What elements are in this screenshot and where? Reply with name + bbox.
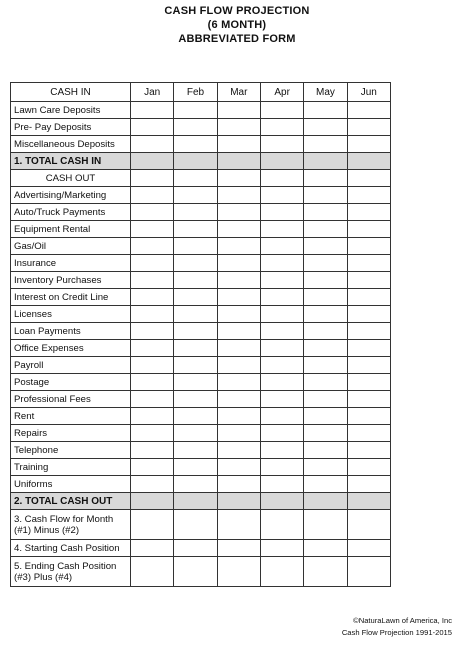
amount-cell[interactable]	[304, 476, 347, 493]
cash-in-row-label	[11, 102, 131, 119]
amount-cell[interactable]	[217, 391, 260, 408]
amount-cell[interactable]	[304, 510, 347, 540]
amount-cell[interactable]	[131, 238, 174, 255]
amount-cell[interactable]	[217, 204, 260, 221]
amount-cell[interactable]	[217, 557, 260, 587]
amount-cell[interactable]	[131, 204, 174, 221]
amount-cell[interactable]	[347, 540, 390, 557]
amount-cell[interactable]	[217, 374, 260, 391]
ending-cash-row	[11, 557, 391, 587]
cash-out-row-label	[11, 357, 131, 374]
ending-cash-label: 5. Ending Cash Position	[14, 560, 117, 572]
amount-cell[interactable]	[174, 408, 217, 425]
amount-cell[interactable]	[347, 221, 390, 238]
amount-cell[interactable]	[347, 391, 390, 408]
cash-out-row-label	[11, 187, 131, 204]
amount-cell[interactable]	[217, 187, 260, 204]
amount-cell[interactable]	[131, 255, 174, 272]
amount-cell[interactable]	[217, 442, 260, 459]
amount-cell[interactable]	[217, 408, 260, 425]
cash-out-item-label: Rent	[14, 410, 35, 422]
amount-cell[interactable]	[217, 119, 260, 136]
amount-cell[interactable]	[174, 540, 217, 557]
amount-cell[interactable]	[260, 102, 303, 119]
amount-cell[interactable]	[347, 272, 390, 289]
amount-cell[interactable]	[260, 187, 303, 204]
amount-cell[interactable]	[304, 204, 347, 221]
amount-cell[interactable]	[347, 408, 390, 425]
amount-cell[interactable]	[174, 255, 217, 272]
ending-cash-formula: (#3) Plus (#4)	[14, 571, 73, 583]
cash-out-row-label	[11, 289, 131, 306]
amount-cell[interactable]	[174, 170, 217, 187]
cash-out-row-label	[11, 374, 131, 391]
amount-cell[interactable]	[304, 306, 347, 323]
amount-cell[interactable]	[260, 493, 303, 510]
amount-cell[interactable]	[260, 510, 303, 540]
cash-out-row	[11, 323, 391, 340]
amount-cell[interactable]	[260, 425, 303, 442]
cash-out-header-row-label	[11, 170, 131, 187]
cash-out-row-label	[11, 272, 131, 289]
amount-cell[interactable]	[131, 119, 174, 136]
amount-cell[interactable]	[347, 476, 390, 493]
amount-cell[interactable]	[131, 540, 174, 557]
cash-out-item-label: Auto/Truck Payments	[14, 206, 106, 218]
amount-cell[interactable]	[260, 374, 303, 391]
amount-cell[interactable]	[304, 442, 347, 459]
cash-out-row	[11, 238, 391, 255]
amount-cell[interactable]	[217, 425, 260, 442]
month-header-mar: Mar	[217, 83, 260, 102]
month-header-jan: Jan	[131, 83, 174, 102]
cash-in-header: CASH IN	[11, 83, 131, 102]
amount-cell[interactable]	[131, 221, 174, 238]
amount-cell[interactable]	[347, 102, 390, 119]
cash-out-row-label	[11, 255, 131, 272]
cash-in-row	[11, 102, 391, 119]
amount-cell[interactable]	[131, 510, 174, 540]
amount-cell[interactable]	[174, 289, 217, 306]
amount-cell[interactable]	[304, 153, 347, 170]
amount-cell[interactable]	[260, 408, 303, 425]
amount-cell[interactable]	[217, 357, 260, 374]
amount-cell[interactable]	[260, 357, 303, 374]
amount-cell[interactable]	[304, 238, 347, 255]
cash-flow-row-label	[11, 510, 131, 540]
amount-cell[interactable]	[131, 408, 174, 425]
total-cash-in-label: 1. TOTAL CASH IN	[14, 155, 102, 167]
amount-cell[interactable]	[260, 340, 303, 357]
cash-out-row	[11, 221, 391, 238]
title-line-1: CASH FLOW PROJECTION	[164, 5, 310, 17]
ending-cash-row-label	[11, 557, 131, 587]
amount-cell[interactable]	[304, 170, 347, 187]
cash-out-row-label	[11, 204, 131, 221]
cash-out-item-label: Inventory Purchases	[14, 274, 102, 286]
cash-out-item-label: Training	[14, 461, 49, 473]
amount-cell[interactable]	[174, 442, 217, 459]
amount-cell[interactable]	[347, 374, 390, 391]
amount-cell[interactable]	[131, 187, 174, 204]
cash-out-item-label: Equipment Rental	[14, 223, 91, 235]
cash-in-item-label: Pre- Pay Deposits	[14, 121, 92, 133]
cash-out-item-label: Uniforms	[14, 478, 53, 490]
amount-cell[interactable]	[304, 102, 347, 119]
amount-cell[interactable]	[131, 476, 174, 493]
amount-cell[interactable]	[304, 540, 347, 557]
cash-out-row-label	[11, 408, 131, 425]
cash-out-item-label: Professional Fees	[14, 393, 91, 405]
total-cash-out-row	[11, 493, 391, 510]
amount-cell[interactable]	[347, 119, 390, 136]
amount-cell[interactable]	[347, 557, 390, 587]
amount-cell[interactable]	[260, 153, 303, 170]
amount-cell[interactable]	[260, 323, 303, 340]
cash-out-row	[11, 272, 391, 289]
amount-cell[interactable]	[304, 391, 347, 408]
amount-cell[interactable]	[174, 459, 217, 476]
amount-cell[interactable]	[174, 357, 217, 374]
amount-cell[interactable]	[217, 170, 260, 187]
amount-cell[interactable]	[174, 510, 217, 540]
amount-cell[interactable]	[304, 425, 347, 442]
amount-cell[interactable]	[347, 153, 390, 170]
amount-cell[interactable]	[347, 187, 390, 204]
cash-out-item-label: Interest on Credit Line	[14, 291, 109, 303]
total-cash-in-row	[11, 153, 391, 170]
cash-out-row-label	[11, 340, 131, 357]
amount-cell[interactable]	[217, 221, 260, 238]
amount-cell[interactable]	[174, 153, 217, 170]
amount-cell[interactable]	[217, 493, 260, 510]
amount-cell[interactable]	[347, 323, 390, 340]
amount-cell[interactable]	[174, 187, 217, 204]
amount-cell[interactable]	[174, 119, 217, 136]
amount-cell[interactable]	[260, 238, 303, 255]
amount-cell[interactable]	[174, 238, 217, 255]
cash-in-row	[11, 119, 391, 136]
month-header-may: May	[304, 83, 347, 102]
amount-cell[interactable]	[260, 119, 303, 136]
cash-out-header-row	[11, 170, 391, 187]
amount-cell[interactable]	[217, 136, 260, 153]
amount-cell[interactable]	[260, 557, 303, 587]
amount-cell[interactable]	[260, 136, 303, 153]
total-cash-in-row-label	[11, 153, 131, 170]
amount-cell[interactable]	[131, 459, 174, 476]
amount-cell[interactable]	[347, 136, 390, 153]
cash-out-row	[11, 442, 391, 459]
amount-cell[interactable]	[131, 102, 174, 119]
cash-out-item-label: Loan Payments	[14, 325, 81, 337]
cash-out-row	[11, 306, 391, 323]
amount-cell[interactable]	[260, 391, 303, 408]
amount-cell[interactable]	[174, 272, 217, 289]
amount-cell[interactable]	[304, 340, 347, 357]
amount-cell[interactable]	[217, 510, 260, 540]
amount-cell[interactable]	[217, 255, 260, 272]
amount-cell[interactable]	[347, 510, 390, 540]
amount-cell[interactable]	[260, 255, 303, 272]
amount-cell[interactable]	[174, 306, 217, 323]
footer	[342, 615, 452, 639]
footer-form-name: Cash Flow Projection 1991-2015	[341, 628, 452, 637]
amount-cell[interactable]	[131, 289, 174, 306]
amount-cell[interactable]	[174, 136, 217, 153]
amount-cell[interactable]	[304, 136, 347, 153]
amount-cell[interactable]	[174, 493, 217, 510]
amount-cell[interactable]	[260, 289, 303, 306]
cash-out-row-label	[11, 238, 131, 255]
amount-cell[interactable]	[131, 357, 174, 374]
amount-cell[interactable]	[217, 102, 260, 119]
cash-out-header: CASH OUT	[45, 172, 96, 184]
cash-out-row	[11, 374, 391, 391]
cash-out-row	[11, 289, 391, 306]
amount-cell[interactable]	[347, 442, 390, 459]
cash-out-row	[11, 340, 391, 357]
cash-out-row-label	[11, 306, 131, 323]
amount-cell[interactable]	[174, 476, 217, 493]
amount-cell[interactable]	[217, 238, 260, 255]
cash-flow-table	[10, 82, 391, 587]
cash-flow-formula: (#1) Minus (#2)	[14, 524, 80, 536]
cash-out-item-label: Office Expenses	[14, 342, 84, 354]
cash-out-item-label: Repairs	[14, 427, 48, 439]
amount-cell[interactable]	[304, 187, 347, 204]
cash-out-row	[11, 255, 391, 272]
amount-cell[interactable]	[131, 153, 174, 170]
amount-cell[interactable]	[217, 306, 260, 323]
amount-cell[interactable]	[174, 102, 217, 119]
total-cash-out-row-label	[11, 493, 131, 510]
amount-cell[interactable]	[217, 459, 260, 476]
amount-cell[interactable]	[304, 557, 347, 587]
amount-cell[interactable]	[347, 459, 390, 476]
month-header-apr: Apr	[260, 83, 303, 102]
title-line-2: (6 MONTH)	[207, 19, 267, 31]
month-header-jun: Jun	[347, 83, 390, 102]
amount-cell[interactable]	[217, 289, 260, 306]
amount-cell[interactable]	[131, 391, 174, 408]
amount-cell[interactable]	[347, 170, 390, 187]
total-cash-out-label: 2. TOTAL CASH OUT	[14, 495, 113, 507]
cash-out-row	[11, 187, 391, 204]
amount-cell[interactable]	[260, 221, 303, 238]
amount-cell[interactable]	[260, 476, 303, 493]
amount-cell[interactable]	[304, 357, 347, 374]
cash-out-item-label: Advertising/Marketing	[14, 189, 107, 201]
amount-cell[interactable]	[304, 323, 347, 340]
amount-cell[interactable]	[131, 374, 174, 391]
amount-cell[interactable]	[131, 136, 174, 153]
cash-out-row	[11, 425, 391, 442]
cash-out-row-label	[11, 221, 131, 238]
cash-in-item-label: Lawn Care Deposits	[14, 104, 101, 116]
amount-cell[interactable]	[217, 340, 260, 357]
amount-cell[interactable]	[131, 425, 174, 442]
amount-cell[interactable]	[347, 493, 390, 510]
cash-out-item-label: Licenses	[14, 308, 52, 320]
amount-cell[interactable]	[131, 442, 174, 459]
starting-cash-row	[11, 540, 391, 557]
amount-cell[interactable]	[174, 323, 217, 340]
starting-cash-row-label	[11, 540, 131, 557]
amount-cell[interactable]	[174, 374, 217, 391]
cash-out-item-label: Postage	[14, 376, 50, 388]
amount-cell[interactable]	[131, 306, 174, 323]
amount-cell[interactable]	[131, 272, 174, 289]
footer-copyright: ©NaturaLawn of America, Inc	[353, 616, 452, 625]
cash-out-row-label	[11, 391, 131, 408]
amount-cell[interactable]	[347, 238, 390, 255]
amount-cell[interactable]	[174, 425, 217, 442]
amount-cell[interactable]	[174, 204, 217, 221]
cash-flow-row	[11, 510, 391, 540]
cash-in-row-label	[11, 136, 131, 153]
amount-cell[interactable]	[260, 272, 303, 289]
cash-out-row-label	[11, 442, 131, 459]
cash-flow-label: 3. Cash Flow for Month	[14, 513, 114, 525]
cash-out-item-label: Insurance	[14, 257, 57, 269]
amount-cell[interactable]	[304, 272, 347, 289]
header-row	[11, 83, 391, 102]
amount-cell[interactable]	[260, 306, 303, 323]
amount-cell[interactable]	[304, 493, 347, 510]
cash-out-row	[11, 357, 391, 374]
cash-out-item-label: Gas/Oil	[14, 240, 46, 252]
amount-cell[interactable]	[304, 255, 347, 272]
cash-out-row-label	[11, 323, 131, 340]
amount-cell[interactable]	[260, 540, 303, 557]
amount-cell[interactable]	[347, 255, 390, 272]
amount-cell[interactable]	[217, 272, 260, 289]
cash-out-row	[11, 391, 391, 408]
amount-cell[interactable]	[304, 221, 347, 238]
amount-cell[interactable]	[131, 170, 174, 187]
amount-cell[interactable]	[217, 476, 260, 493]
amount-cell[interactable]	[217, 540, 260, 557]
amount-cell[interactable]	[304, 459, 347, 476]
amount-cell[interactable]	[347, 289, 390, 306]
cash-out-row	[11, 459, 391, 476]
amount-cell[interactable]	[347, 340, 390, 357]
amount-cell[interactable]	[347, 425, 390, 442]
amount-cell[interactable]	[174, 391, 217, 408]
amount-cell[interactable]	[131, 493, 174, 510]
cash-out-row	[11, 408, 391, 425]
cash-in-item-label: Miscellaneous Deposits	[14, 138, 115, 150]
amount-cell[interactable]	[304, 408, 347, 425]
amount-cell[interactable]	[260, 442, 303, 459]
amount-cell[interactable]	[304, 119, 347, 136]
cash-out-row	[11, 204, 391, 221]
starting-cash-label: 4. Starting Cash Position	[14, 542, 120, 554]
cash-out-item-label: Payroll	[14, 359, 44, 371]
cash-in-row-label	[11, 119, 131, 136]
cash-out-row-label	[11, 459, 131, 476]
month-header-feb: Feb	[174, 83, 217, 102]
cash-out-row-label	[11, 425, 131, 442]
amount-cell[interactable]	[347, 204, 390, 221]
form-title	[0, 4, 474, 46]
cash-in-row	[11, 136, 391, 153]
cash-out-row	[11, 476, 391, 493]
amount-cell[interactable]	[217, 323, 260, 340]
amount-cell[interactable]	[347, 306, 390, 323]
amount-cell[interactable]	[260, 459, 303, 476]
amount-cell[interactable]	[131, 323, 174, 340]
amount-cell[interactable]	[304, 289, 347, 306]
amount-cell[interactable]	[260, 170, 303, 187]
amount-cell[interactable]	[217, 153, 260, 170]
amount-cell[interactable]	[174, 557, 217, 587]
cash-out-row-label	[11, 476, 131, 493]
amount-cell[interactable]	[174, 221, 217, 238]
amount-cell[interactable]	[174, 340, 217, 357]
title-line-3: ABBREVIATED FORM	[178, 33, 296, 45]
amount-cell[interactable]	[304, 374, 347, 391]
amount-cell[interactable]	[260, 204, 303, 221]
cash-out-item-label: Telephone	[14, 444, 59, 456]
amount-cell[interactable]	[131, 557, 174, 587]
amount-cell[interactable]	[347, 357, 390, 374]
amount-cell[interactable]	[131, 340, 174, 357]
